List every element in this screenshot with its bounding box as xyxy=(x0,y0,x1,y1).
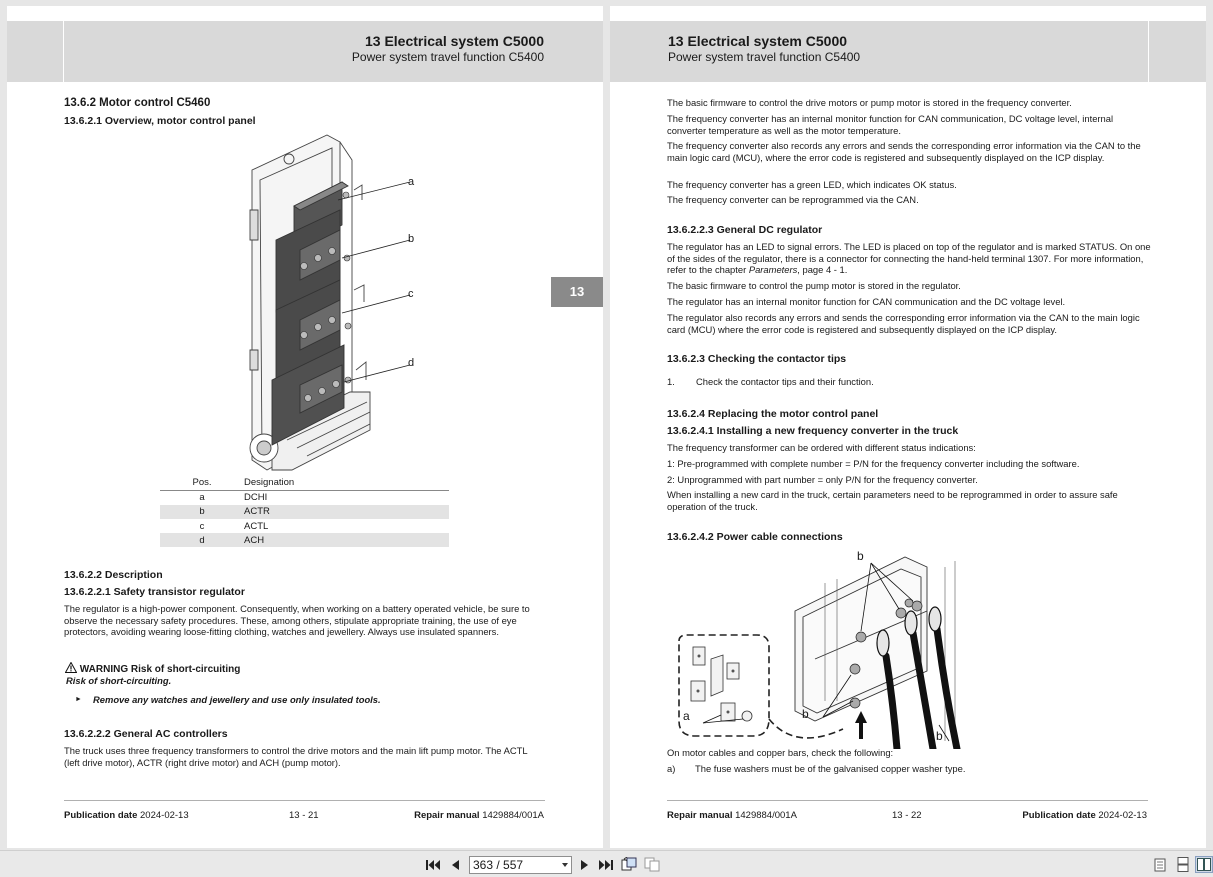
para-firmware: The basic firmware to control the drive motors or pump motor is stored in the frequency converter. xyxy=(667,97,1072,108)
ac-controllers-heading: 13.6.2.2.2 General AC controllers xyxy=(64,728,228,740)
prev-page-icon xyxy=(451,859,460,871)
left-header-title: 13 Electrical system C5000 xyxy=(364,33,544,49)
table-cell-designation: ACH xyxy=(244,533,449,547)
right-footer-publication xyxy=(1022,810,1147,821)
table-cell-designation: DCHI xyxy=(244,492,268,504)
footer-rule xyxy=(64,800,545,801)
power-figure-label-b-left: b xyxy=(802,707,809,721)
footer-label: Repair manual xyxy=(414,810,480,821)
copy-button[interactable] xyxy=(643,856,661,873)
table-row xyxy=(160,490,449,504)
table-header-pos: Pos. xyxy=(160,476,244,490)
table-header-designation: Designation xyxy=(244,476,449,490)
check-step-text: Check the contactor tips and their function. xyxy=(696,376,874,387)
page-number-field[interactable] xyxy=(469,856,572,874)
power-cable-figure xyxy=(665,551,965,749)
first-page-icon xyxy=(426,859,440,871)
left-footer-publication xyxy=(64,810,189,821)
power-figure-label-a: a xyxy=(683,709,690,723)
footer-value: 2024-02-13 xyxy=(1098,810,1147,821)
replace-panel-heading: 13.6.2.4 Replacing the motor control panel xyxy=(667,408,879,420)
footer-value: 2024-02-13 xyxy=(140,810,189,821)
left-footer-page-number: 13 - 21 xyxy=(289,810,319,821)
continuous-view-button[interactable] xyxy=(1174,856,1192,873)
safety-regulator-text: The regulator is a high-power component. Consequently, when working on a battery operated vehicle, be sure to observe the necessary safety procedures. These, among others, stipulate appropriate training, the use of eye protectors, avoiding wearing loose-fitting clothing, watches and jewellery. Always use insulated spanners. xyxy=(64,603,530,638)
table-cell-pos: a xyxy=(199,492,205,504)
ac-controllers-text: The truck uses three frequency transformers to control the drive motors and the main lift pump motor. The ACTL (left drive motor), ACTR (right drive motor) and ACH (pump motor). xyxy=(64,745,528,768)
header-separator xyxy=(63,21,64,82)
table-cell-pos: d xyxy=(160,533,244,547)
previous-page-button[interactable] xyxy=(446,856,464,873)
install-para-3: 2: Unprogrammed with part number = only P/N for the frequency converter. xyxy=(667,474,978,485)
table-row xyxy=(160,533,449,547)
next-page-button[interactable] xyxy=(575,856,593,873)
warning-icon xyxy=(65,662,77,673)
para-errors: The frequency converter also records any errors and sends the corresponding error information via the CAN to the main logic card (MCU), where the error code is registered and subsequently displayed on the ICP display. xyxy=(667,140,1141,163)
motor-control-panel-figure xyxy=(232,130,432,478)
table-cell-designation: ACTL xyxy=(244,520,269,532)
single-page-view-icon xyxy=(1154,858,1166,872)
table-row xyxy=(160,505,449,519)
check-step-number: 1. xyxy=(667,376,675,387)
table-header-row xyxy=(160,476,449,490)
two-page-view-button[interactable] xyxy=(1195,856,1213,873)
description-heading: 13.6.2.2 Description xyxy=(64,569,163,581)
footer-value: 1429884/001A xyxy=(735,810,797,821)
footer-label: Publication date xyxy=(1022,810,1096,821)
dc-para-led-text: The regulator has an LED to signal errors. The LED is placed on top of the regulator and is marked STATUS. On one of the sides of the regulator, there is a connector for connecting the hand-held terminal 1307. For more information, refer to the chapter xyxy=(667,241,1151,276)
dc-para-firmware: The basic firmware to control the pump motor is stored in the regulator. xyxy=(667,280,961,291)
right-footer-manual xyxy=(667,810,797,821)
table-cell-designation: ACTR xyxy=(244,505,449,519)
rotate-button[interactable] xyxy=(620,856,638,873)
install-para-2: 1: Pre-programmed with complete number = P/N for the frequency converter including the software. xyxy=(667,458,1080,469)
install-para-1: The frequency transformer can be ordered with different status indications: xyxy=(667,442,976,453)
figure-label-a: a xyxy=(408,176,415,188)
para-reprogram: The frequency converter can be reprogrammed via the CAN. xyxy=(667,194,919,205)
footer-rule xyxy=(667,800,1148,801)
safety-regulator-heading: 13.6.2.2.1 Safety transistor regulator xyxy=(64,586,245,598)
figure-label-b: b xyxy=(408,233,415,245)
para-led: The frequency converter has a green LED, which indicates OK status. xyxy=(667,179,957,190)
last-page-icon xyxy=(599,859,613,871)
install-converter-heading: 13.6.2.4.1 Installing a new frequency converter in the truck xyxy=(667,425,959,437)
copy-icon xyxy=(644,857,660,872)
footer-label: Repair manual xyxy=(667,810,733,821)
table-cell-pos: c xyxy=(199,520,205,532)
dc-para-led xyxy=(667,241,1151,276)
power-figure-label-b-top: b xyxy=(857,549,864,563)
power-figure-label-b-right: b xyxy=(936,729,943,743)
dc-regulator-heading: 13.6.2.2.3 General DC regulator xyxy=(667,224,823,236)
first-page-button[interactable] xyxy=(424,856,442,873)
right-header-subtitle: Power system travel function C5400 xyxy=(668,50,861,64)
warning-title: WARNING Risk of short-circuiting xyxy=(79,664,241,675)
table-row xyxy=(160,519,449,533)
table-cell-pos: b xyxy=(160,505,244,519)
page-indicator: 363 / 557 xyxy=(473,858,524,872)
power-cable-heading: 13.6.2.4.2 Power cable connections xyxy=(667,531,843,543)
check-a-text: The fuse washers must be of the galvanised copper washer type. xyxy=(695,763,966,774)
right-page xyxy=(610,6,1206,848)
dc-para-errors: The regulator also records any errors and sends the corresponding error information via the CAN to the main logic card (MCU) where the error code is registered and subsequently displayed on the ICP display. xyxy=(667,312,1140,335)
warning-subtitle: Risk of short-circuiting. xyxy=(66,675,172,686)
para-monitor: The frequency converter has an internal monitor function for CAN communication, DC voltage level, internal converter temperature as well as the motor temperature. xyxy=(667,113,1114,136)
check-contactor-heading: 13.6.2.3 Checking the contactor tips xyxy=(667,353,847,365)
left-page xyxy=(7,6,603,848)
last-page-button[interactable] xyxy=(597,856,615,873)
warning-bullet-text: Remove any watches and jewellery and use only insulated tools. xyxy=(93,694,381,705)
next-page-icon xyxy=(580,859,589,871)
check-a-label: a) xyxy=(667,763,676,774)
navigation-toolbar xyxy=(0,850,1213,877)
left-footer-manual xyxy=(414,810,544,821)
warning-title-row xyxy=(65,662,240,676)
chapter-tab: 13 xyxy=(551,277,603,307)
right-header-title: 13 Electrical system C5000 xyxy=(668,33,848,49)
bullet-arrow-icon: ► xyxy=(75,696,82,703)
continuous-view-icon xyxy=(1177,857,1189,872)
figure-label-d: d xyxy=(408,357,415,369)
figure-label-c: c xyxy=(408,288,414,300)
dc-para-led-page: , page 4 - 1. xyxy=(797,264,848,276)
rotate-icon xyxy=(621,857,637,872)
parameters-reference: Parameters xyxy=(748,264,798,276)
install-para-4: When installing a new card in the truck, certain parameters need to be reprogrammed in order to assure safe operation of the truck. xyxy=(667,489,1118,512)
header-separator xyxy=(1148,21,1149,82)
left-header-subtitle: Power system travel function C5400 xyxy=(351,50,544,64)
two-page-view-icon xyxy=(1197,858,1211,871)
footer-label: Publication date xyxy=(64,810,138,821)
position-table xyxy=(160,476,449,547)
page-dropdown-icon[interactable] xyxy=(562,863,568,867)
single-page-view-button[interactable] xyxy=(1151,856,1169,873)
subsection-heading: 13.6.2.1 Overview, motor control panel xyxy=(64,115,256,127)
footer-value: 1429884/001A xyxy=(482,810,544,821)
section-heading: 13.6.2 Motor control C5460 xyxy=(64,97,211,109)
dc-para-monitor: The regulator has an internal monitor function for CAN communication and the DC voltage level. xyxy=(667,296,1066,307)
right-footer-page-number: 13 - 22 xyxy=(892,810,922,821)
check-intro: On motor cables and copper bars, check the following: xyxy=(667,747,894,758)
